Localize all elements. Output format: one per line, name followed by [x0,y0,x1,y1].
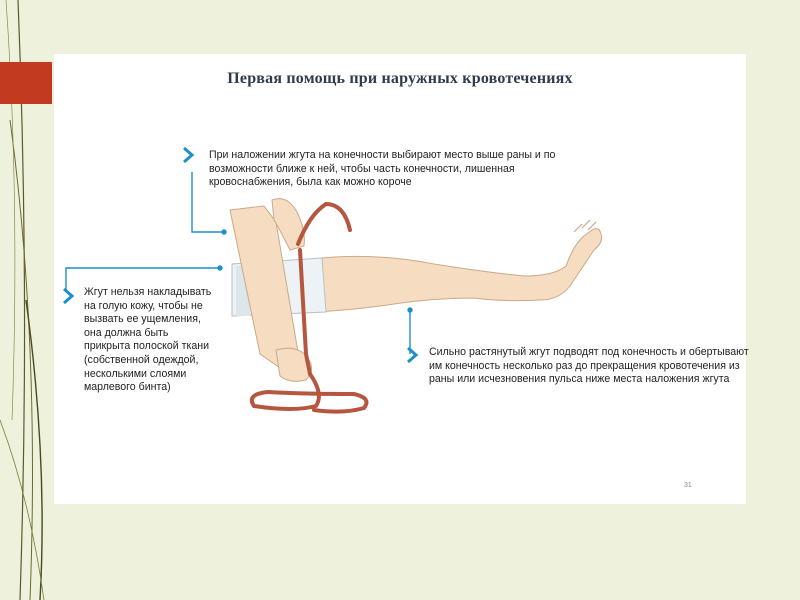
chevron-right-icon [182,146,196,164]
note-tourniquet-application: Сильно растянутый жгут подводят под конечность и обертывают им конечность несколько раз до прекращения кровотечения из раны или исчезновения пульса ниже места наложения жгута [429,346,749,386]
slide [54,54,749,504]
illustration [54,54,746,504]
page-number: 31 [684,482,692,489]
chevron-right-icon [406,346,420,364]
note-tourniquet-placement: При наложении жгута на конечности выбирают место выше раны и по возможности ближе к ней, чтобы часть конечности, лишенная кровоснабжения, была как можно короче [209,149,556,189]
red-tab [0,62,52,104]
chevron-right-icon [62,287,76,305]
slide-title: Первая помощь при наружных кровотечениях [227,70,573,87]
note-skin-protection: Жгут нельзя накладывать на голую кожу, чтобы не вызвать ее ущемления, она должна быть прикрыта полоской ткани (собственной одеждой, несколькими слоями марлевого бинта) [84,286,212,394]
